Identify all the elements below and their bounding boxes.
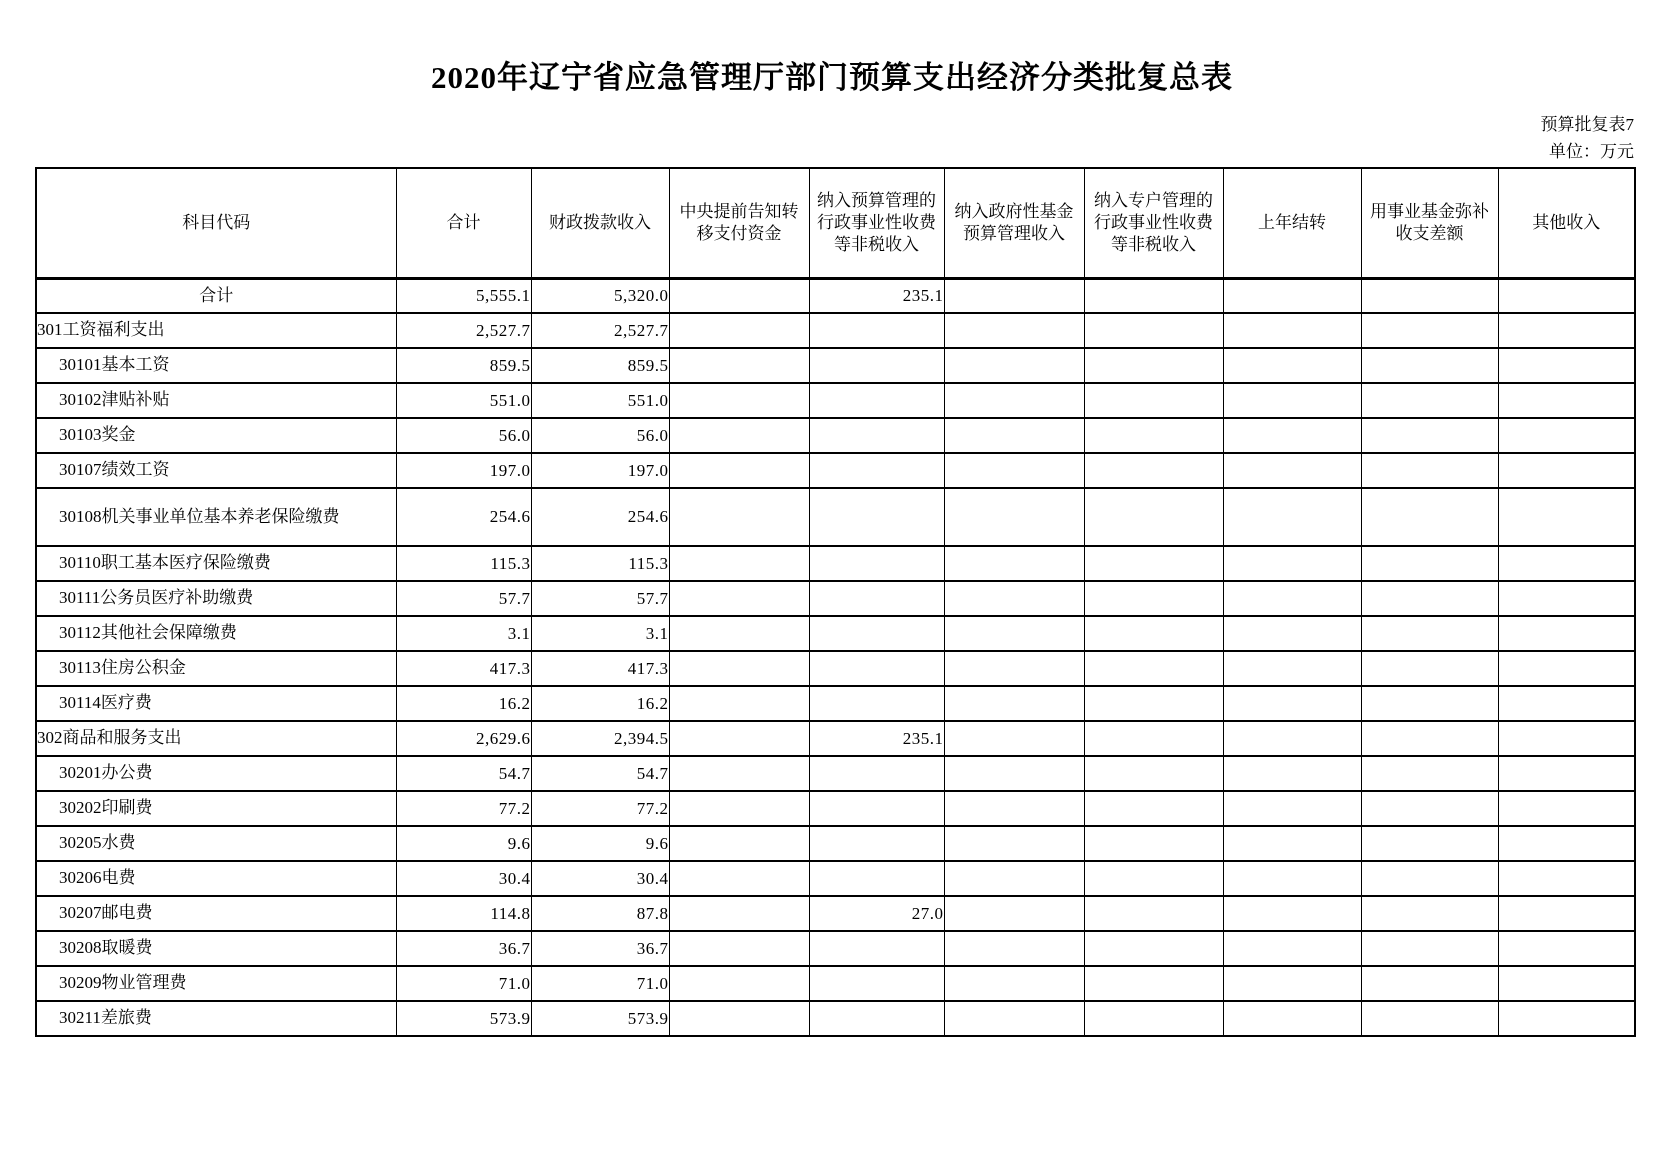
value-cell (1498, 383, 1635, 418)
row-label-cell: 30103奖金 (36, 418, 396, 453)
table-header (36, 168, 1635, 278)
value-cell (1498, 546, 1635, 581)
value-cell: 54.7 (396, 756, 531, 791)
value-cell (1084, 1001, 1223, 1036)
value-cell (1361, 756, 1498, 791)
value-cell (944, 383, 1084, 418)
column-header: 中央提前告知转移支付资金 (669, 168, 809, 278)
row-label-cell: 30209物业管理费 (36, 966, 396, 1001)
table-row (36, 756, 1635, 791)
value-cell (1498, 581, 1635, 616)
row-label-cell: 30202印刷费 (36, 791, 396, 826)
value-cell (1084, 686, 1223, 721)
value-cell (1498, 861, 1635, 896)
value-cell (809, 651, 944, 686)
value-cell (809, 756, 944, 791)
form-number-label: 预算批复表7 (1540, 115, 1634, 134)
value-cell (944, 966, 1084, 1001)
table-body (36, 278, 1635, 1036)
value-cell (809, 453, 944, 488)
value-cell (1084, 721, 1223, 756)
value-cell (1361, 931, 1498, 966)
value-cell (1498, 826, 1635, 861)
value-cell: 197.0 (531, 453, 669, 488)
value-cell: 235.1 (809, 721, 944, 756)
value-cell (1361, 791, 1498, 826)
table-row (36, 453, 1635, 488)
unit-label: 单位：万元 (1549, 142, 1634, 161)
value-cell (1361, 966, 1498, 1001)
value-cell (944, 453, 1084, 488)
value-cell (1498, 1001, 1635, 1036)
value-cell (1084, 581, 1223, 616)
value-cell (669, 581, 809, 616)
value-cell: 36.7 (396, 931, 531, 966)
page-title: 2020年辽宁省应急管理厅部门预算支出经济分类批复总表 (431, 60, 1233, 95)
value-cell (669, 616, 809, 651)
value-cell: 115.3 (531, 546, 669, 581)
value-cell (669, 418, 809, 453)
value-cell: 9.6 (531, 826, 669, 861)
value-cell (1361, 721, 1498, 756)
value-cell: 54.7 (531, 756, 669, 791)
table-row (36, 313, 1635, 348)
value-cell (809, 1001, 944, 1036)
value-cell (669, 756, 809, 791)
value-cell (1361, 616, 1498, 651)
value-cell (1361, 418, 1498, 453)
value-cell: 9.6 (396, 826, 531, 861)
value-cell (1223, 791, 1361, 826)
value-cell (809, 348, 944, 383)
column-header: 合计 (396, 168, 531, 278)
row-label-cell: 30107绩效工资 (36, 453, 396, 488)
value-cell: 3.1 (531, 616, 669, 651)
row-label-cell: 30201办公费 (36, 756, 396, 791)
value-cell: 71.0 (396, 966, 531, 1001)
value-cell (1498, 313, 1635, 348)
value-cell (1498, 418, 1635, 453)
value-cell (1223, 651, 1361, 686)
table-row (36, 721, 1635, 756)
table-row (36, 488, 1635, 546)
budget-table (35, 167, 1636, 1037)
value-cell (1084, 791, 1223, 826)
value-cell (944, 581, 1084, 616)
column-header: 上年结转 (1223, 168, 1361, 278)
row-label-cell: 30114医疗费 (36, 686, 396, 721)
value-cell (1223, 313, 1361, 348)
value-cell (1361, 1001, 1498, 1036)
value-cell (669, 383, 809, 418)
row-label-cell: 30206电费 (36, 861, 396, 896)
value-cell (1498, 686, 1635, 721)
value-cell (1498, 791, 1635, 826)
value-cell (809, 791, 944, 826)
value-cell: 57.7 (531, 581, 669, 616)
value-cell (1084, 313, 1223, 348)
value-cell: 2,629.6 (396, 721, 531, 756)
value-cell: 36.7 (531, 931, 669, 966)
table-row (36, 861, 1635, 896)
value-cell: 77.2 (531, 791, 669, 826)
value-cell (944, 931, 1084, 966)
value-cell: 56.0 (531, 418, 669, 453)
value-cell (669, 791, 809, 826)
value-cell (669, 546, 809, 581)
value-cell (1498, 966, 1635, 1001)
value-cell (1223, 546, 1361, 581)
row-label-cell: 301工资福利支出 (36, 313, 396, 348)
value-cell (809, 826, 944, 861)
value-cell: 417.3 (531, 651, 669, 686)
value-cell (1084, 546, 1223, 581)
value-cell: 16.2 (396, 686, 531, 721)
value-cell (1084, 966, 1223, 1001)
value-cell (1223, 861, 1361, 896)
value-cell (1223, 756, 1361, 791)
value-cell (1361, 861, 1498, 896)
value-cell (809, 313, 944, 348)
row-label-cell: 30112其他社会保障缴费 (36, 616, 396, 651)
column-header: 用事业基金弥补收支差额 (1361, 168, 1498, 278)
value-cell (1084, 756, 1223, 791)
column-header: 纳入专户管理的行政事业性收费等非税收入 (1084, 168, 1223, 278)
table-row (36, 546, 1635, 581)
value-cell (944, 313, 1084, 348)
table-row (36, 651, 1635, 686)
table-row (36, 826, 1635, 861)
value-cell: 5,555.1 (396, 278, 531, 313)
value-cell (1223, 686, 1361, 721)
value-cell: 30.4 (531, 861, 669, 896)
value-cell (944, 616, 1084, 651)
row-label-cell: 30207邮电费 (36, 896, 396, 931)
value-cell (669, 651, 809, 686)
table-row (36, 348, 1635, 383)
row-label-cell: 30101基本工资 (36, 348, 396, 383)
value-cell: 2,394.5 (531, 721, 669, 756)
value-cell (1361, 896, 1498, 931)
value-cell (1223, 488, 1361, 546)
value-cell: 573.9 (531, 1001, 669, 1036)
value-cell: 859.5 (396, 348, 531, 383)
value-cell (1223, 1001, 1361, 1036)
value-cell (944, 686, 1084, 721)
value-cell (669, 931, 809, 966)
row-label-cell: 30108机关事业单位基本养老保险缴费 (36, 488, 396, 546)
value-cell (1361, 488, 1498, 546)
value-cell (944, 418, 1084, 453)
table-row (36, 1001, 1635, 1036)
value-cell (1084, 383, 1223, 418)
value-cell (809, 581, 944, 616)
value-cell (669, 826, 809, 861)
value-cell (1084, 616, 1223, 651)
table-row (36, 383, 1635, 418)
value-cell: 30.4 (396, 861, 531, 896)
value-cell (1361, 826, 1498, 861)
value-cell: 551.0 (396, 383, 531, 418)
value-cell (944, 278, 1084, 313)
value-cell (1498, 278, 1635, 313)
value-cell: 77.2 (396, 791, 531, 826)
value-cell (1223, 453, 1361, 488)
value-cell: 417.3 (396, 651, 531, 686)
value-cell (1223, 826, 1361, 861)
value-cell: 114.8 (396, 896, 531, 931)
value-cell: 57.7 (396, 581, 531, 616)
row-label-cell: 30110职工基本医疗保险缴费 (36, 546, 396, 581)
value-cell: 5,320.0 (531, 278, 669, 313)
value-cell (1498, 453, 1635, 488)
value-cell: 859.5 (531, 348, 669, 383)
value-cell (1084, 348, 1223, 383)
value-cell (669, 278, 809, 313)
table-row (36, 896, 1635, 931)
value-cell (1361, 453, 1498, 488)
value-cell: 3.1 (396, 616, 531, 651)
value-cell (1498, 348, 1635, 383)
row-label-cell: 30113住房公积金 (36, 651, 396, 686)
value-cell (669, 488, 809, 546)
value-cell (1498, 488, 1635, 546)
value-cell (944, 896, 1084, 931)
table-row (36, 791, 1635, 826)
value-cell (809, 686, 944, 721)
value-cell (669, 313, 809, 348)
value-cell (809, 546, 944, 581)
value-cell (944, 651, 1084, 686)
value-cell: 254.6 (396, 488, 531, 546)
value-cell (1361, 581, 1498, 616)
value-cell (1084, 418, 1223, 453)
row-label-cell: 合计 (36, 278, 396, 313)
value-cell (1084, 278, 1223, 313)
column-header: 纳入预算管理的行政事业性收费等非税收入 (809, 168, 944, 278)
value-cell: 551.0 (531, 383, 669, 418)
value-cell: 87.8 (531, 896, 669, 931)
value-cell (1084, 453, 1223, 488)
value-cell (809, 861, 944, 896)
column-header: 其他收入 (1498, 168, 1635, 278)
table-row (36, 966, 1635, 1001)
value-cell (669, 348, 809, 383)
value-cell (669, 686, 809, 721)
value-cell (1361, 651, 1498, 686)
value-cell (1223, 418, 1361, 453)
row-label-cell: 30208取暖费 (36, 931, 396, 966)
value-cell (944, 791, 1084, 826)
value-cell: 573.9 (396, 1001, 531, 1036)
value-cell: 115.3 (396, 546, 531, 581)
value-cell (809, 616, 944, 651)
value-cell (1084, 931, 1223, 966)
value-cell (1361, 686, 1498, 721)
value-cell (1498, 721, 1635, 756)
value-cell (1361, 348, 1498, 383)
table-row (36, 616, 1635, 651)
value-cell (1223, 721, 1361, 756)
column-header: 科目代码 (36, 168, 396, 278)
column-header: 财政拨款收入 (531, 168, 669, 278)
row-label-cell: 30211差旅费 (36, 1001, 396, 1036)
value-cell (669, 966, 809, 1001)
value-cell (809, 418, 944, 453)
table-row (36, 418, 1635, 453)
value-cell: 254.6 (531, 488, 669, 546)
value-cell: 16.2 (531, 686, 669, 721)
row-label-cell: 302商品和服务支出 (36, 721, 396, 756)
value-cell (1223, 966, 1361, 1001)
value-cell (1223, 931, 1361, 966)
value-cell (944, 1001, 1084, 1036)
value-cell (1223, 616, 1361, 651)
value-cell (1498, 756, 1635, 791)
value-cell (1361, 278, 1498, 313)
value-cell (1084, 826, 1223, 861)
value-cell (1084, 488, 1223, 546)
column-header: 纳入政府性基金预算管理收入 (944, 168, 1084, 278)
value-cell (669, 861, 809, 896)
table-row (36, 581, 1635, 616)
value-cell (944, 721, 1084, 756)
value-cell (669, 1001, 809, 1036)
value-cell (669, 896, 809, 931)
value-cell (1361, 546, 1498, 581)
value-cell (944, 348, 1084, 383)
value-cell (669, 453, 809, 488)
value-cell (809, 488, 944, 546)
value-cell (809, 966, 944, 1001)
value-cell (1084, 861, 1223, 896)
table-row (36, 686, 1635, 721)
value-cell: 71.0 (531, 966, 669, 1001)
value-cell (809, 383, 944, 418)
value-cell (1223, 348, 1361, 383)
value-cell (944, 546, 1084, 581)
value-cell (1223, 581, 1361, 616)
value-cell (1084, 896, 1223, 931)
value-cell (944, 488, 1084, 546)
value-cell (1223, 278, 1361, 313)
value-cell (1223, 383, 1361, 418)
value-cell: 56.0 (396, 418, 531, 453)
value-cell (1498, 896, 1635, 931)
table-row (36, 931, 1635, 966)
value-cell (944, 861, 1084, 896)
value-cell (1223, 896, 1361, 931)
value-cell (1498, 651, 1635, 686)
value-cell (1084, 651, 1223, 686)
value-cell (1361, 383, 1498, 418)
value-cell: 2,527.7 (396, 313, 531, 348)
value-cell (1498, 616, 1635, 651)
value-cell (669, 721, 809, 756)
row-label-cell: 30111公务员医疗补助缴费 (36, 581, 396, 616)
value-cell: 235.1 (809, 278, 944, 313)
value-cell (944, 826, 1084, 861)
value-cell (809, 931, 944, 966)
table-row (36, 278, 1635, 313)
row-label-cell: 30102津贴补贴 (36, 383, 396, 418)
value-cell (1361, 313, 1498, 348)
value-cell: 2,527.7 (531, 313, 669, 348)
value-cell (944, 756, 1084, 791)
row-label-cell: 30205水费 (36, 826, 396, 861)
value-cell (1498, 931, 1635, 966)
header-row (36, 168, 1635, 278)
value-cell: 197.0 (396, 453, 531, 488)
value-cell: 27.0 (809, 896, 944, 931)
